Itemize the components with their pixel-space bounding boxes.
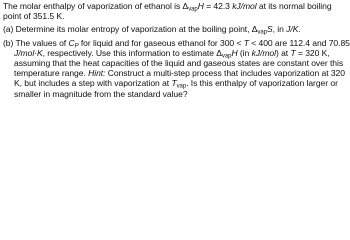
unit: kJ/mol [232, 1, 257, 11]
text-run: < 400 are 112.4 and 70.85 [248, 37, 350, 48]
text-run: , respectively. Use this information to estimate Δ [42, 47, 222, 58]
part-b-line-6: smaller in magnitude from the standard value? [14, 88, 188, 99]
subscript: vap [257, 29, 267, 36]
unit: kJ/mol [251, 47, 276, 58]
intro-line-1 [3, 1, 347, 11]
symbol: H [231, 47, 238, 58]
text-run: , in [272, 24, 287, 35]
text-run: temperature range. [14, 68, 89, 79]
subscript: vap [188, 6, 198, 13]
unit: J/mol·K [14, 47, 43, 58]
part-a-line-1 [3, 24, 347, 34]
symbol: S [266, 24, 273, 35]
subscript: P [74, 43, 79, 50]
problem-text [0, 0, 350, 118]
text-run: The molar enthalpy of vaporization of ethanol is Δ [3, 1, 189, 11]
part-b-line-3: assuming that the heat capacities of the liquid and gaseous states are constant over this [14, 58, 344, 69]
symbol: T [171, 78, 177, 89]
intro-line-2: point of 351.5 K. [3, 11, 65, 22]
symbol: H [197, 1, 204, 11]
text-run: (b) The values of [3, 37, 69, 48]
text-run: = 42.3 [203, 1, 233, 11]
subscript: vap [221, 53, 232, 60]
unit: J/K [286, 24, 299, 35]
text-run: ) at [275, 47, 291, 58]
text-run: Construct a multi-step process that includes vaporization at 320 [105, 68, 345, 79]
text-run: = 320 K, [295, 47, 330, 58]
symbol: T [290, 47, 296, 58]
text-run: K, but includes a step with vaporization at [14, 78, 172, 89]
symbol: T [243, 37, 249, 48]
text-run: (a) Determine its molar entropy of vaporization at the boiling point, Δ [3, 24, 258, 35]
text-run: . Is this enthalpy of vaporization larger or [186, 78, 338, 89]
part-b-line-4 [3, 68, 347, 78]
text-run: at its normal boiling [256, 1, 332, 11]
text-run: for liquid and for gaseous ethanol for 300 < [78, 37, 244, 48]
part-b-line-1 [3, 37, 350, 50]
part-b-line-5 [3, 78, 347, 88]
text-run: . [298, 24, 301, 35]
part-b-line-2 [3, 48, 347, 58]
hint-label: Hint: [88, 68, 106, 79]
subscript: vap [176, 83, 187, 90]
symbol: C [68, 37, 75, 48]
text-run: (in [237, 47, 252, 58]
